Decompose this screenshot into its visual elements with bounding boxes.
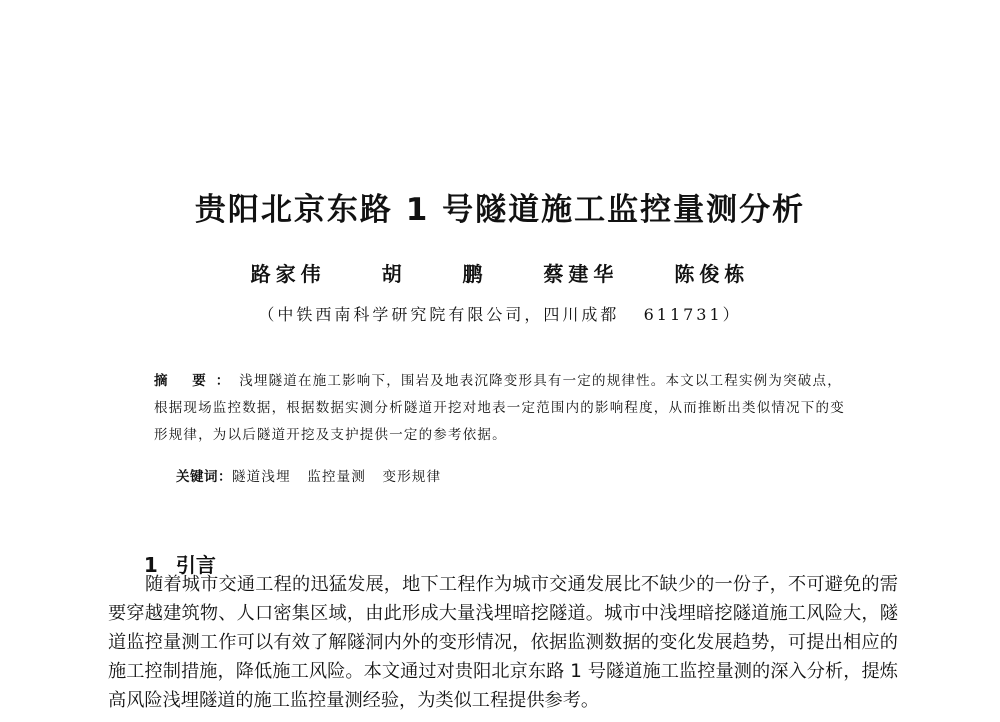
abstract-text: 浅埋隧道在施工影响下，围岩及地表沉降变形具有一定的规律性。本文以工程实例为突破点，根据现场监控数据，根据数据实测分析隧道开挖对地表一定范围内的影响程度，从而推断出类似情况下的变形规律，为以后隧道开挖及支护提供一定的参考依据。 — [154, 373, 845, 443]
author-list: 路家伟 胡 鹏 蔡建华 陈俊栋 — [250, 262, 750, 286]
paper-title: 贵阳北京东路 1 号隧道施工监控量测分析 — [194, 192, 806, 228]
section-paragraph: 随着城市交通工程的迅猛发展，地下工程作为城市交通发展比不缺少的一份子，不可避免的需要穿越建筑物、人口密集区域，由此形成大量浅埋暗挖隧道。城市中浅埋暗挖隧道施工风险大，隧道监控量测工作可以有效了解隧洞内外的变形情况，依据监测数据的变化发展趋势，可提出相应的施工控制措施，降低施工风险。本文通过对贵阳北京东路 1 号隧道施工监控量测的深入分析，提炼高风险浅埋隧道的施工监控量测经验，为类似工程提供参考。 — [108, 574, 898, 711]
keywords-text: 隧道浅埋 监控量测 变形规律 — [231, 469, 442, 485]
keywords-label: 关键词： — [175, 469, 232, 485]
section-number: 1 — [143, 553, 158, 577]
keywords — [154, 449, 854, 501]
author-affiliation: （中铁西南科学研究院有限公司，四川成都 611731） — [258, 305, 742, 324]
abstract — [154, 368, 854, 449]
section-title: 引言 — [175, 553, 216, 577]
abstract-label: 摘 要： — [154, 373, 240, 389]
